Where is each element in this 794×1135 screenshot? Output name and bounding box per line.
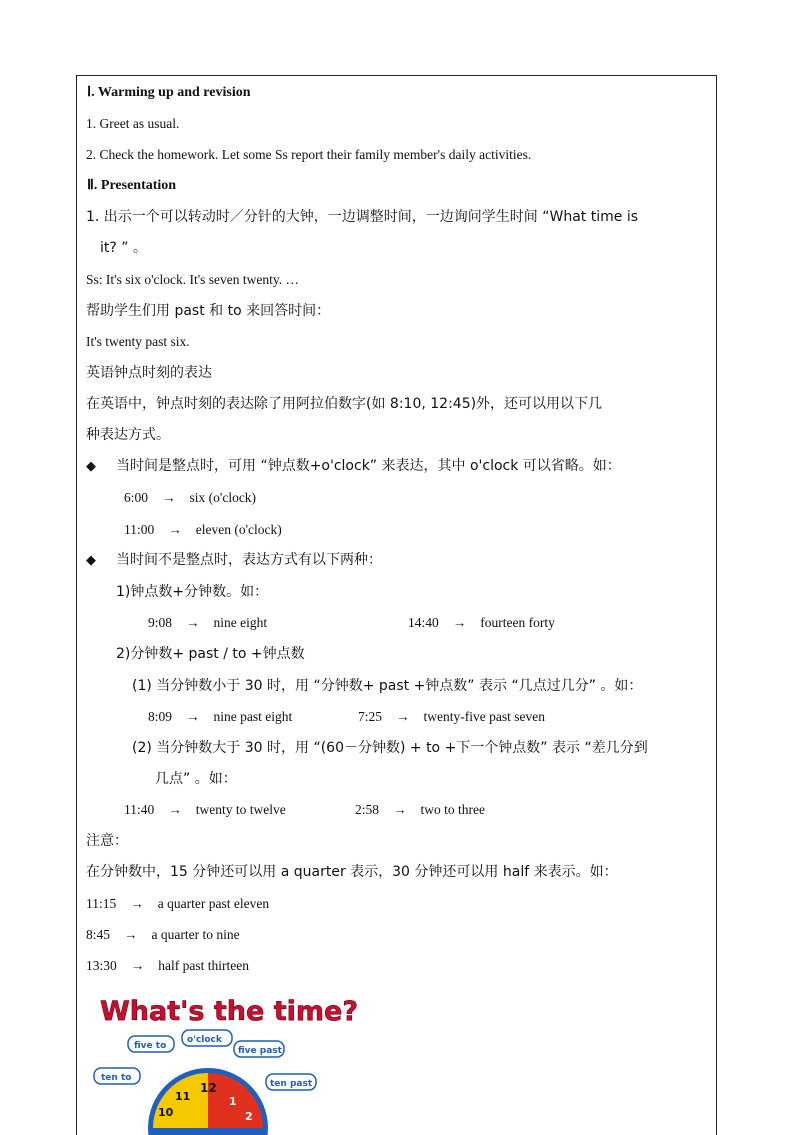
- right-arrow-icon: →: [168, 522, 182, 537]
- bullet-1: [86, 457, 621, 476]
- subheading-time-expression: 英语钟点时刻的表达: [86, 365, 212, 381]
- bullet-1-text: 当时间是整点时，可用 “钟点数+o'clock” 来表达，其中 o'clock 可以省略。如：: [116, 458, 621, 474]
- example-row: [124, 801, 286, 819]
- right-arrow-icon: →: [396, 709, 410, 724]
- label-bubble-ten-past: [266, 1074, 316, 1090]
- example-time: 6:00: [124, 490, 149, 505]
- example-row: [148, 708, 292, 726]
- clock-numeral: 12: [200, 1081, 217, 1095]
- example-words: twenty to twelve: [195, 802, 286, 817]
- right-arrow-icon: →: [393, 802, 407, 817]
- example-time: 8:45: [86, 927, 111, 942]
- bullet-2-text: 当时间不是整点时，表达方式有以下两种：: [116, 552, 382, 568]
- paragraph-line-1: 在英语中，钟点时刻的表达除了用阿拉伯数字(如 8:10, 12:45)外，还可以用以下几: [86, 396, 603, 412]
- help-instruction: 帮助学生们用 past 和 to 来回答时间：: [86, 303, 331, 319]
- right-arrow-icon: →: [130, 896, 144, 911]
- example-sentence: It's twenty past six.: [86, 334, 190, 349]
- example-time: 14:40: [408, 615, 439, 630]
- example-row: [358, 708, 545, 726]
- bullet-2: [86, 551, 382, 570]
- example-words: a quarter to nine: [151, 927, 240, 942]
- example-time: 8:09: [148, 709, 173, 724]
- example-time: 2:58: [355, 802, 380, 817]
- example-words: nine eight: [213, 615, 268, 630]
- example-row: [148, 614, 267, 632]
- example-words: nine past eight: [213, 709, 293, 724]
- label-oclock: o'clock: [187, 1035, 222, 1045]
- example-words: a quarter past eleven: [157, 896, 270, 911]
- diamond-bullet-icon: ◆: [86, 459, 96, 474]
- example-time: 7:25: [358, 709, 383, 724]
- right-arrow-icon: →: [124, 927, 138, 942]
- poster-title: What's the time?: [100, 996, 358, 1027]
- label-bubble-five-past: [234, 1041, 284, 1057]
- clock-numeral: 11: [175, 1090, 191, 1103]
- example-row: [86, 926, 240, 944]
- example-row: [124, 489, 256, 507]
- label-bubble-ten-to: [94, 1068, 140, 1084]
- section-1-line-1: 1. Greet as usual.: [86, 116, 180, 131]
- example-row: [86, 895, 269, 913]
- right-arrow-icon: →: [168, 802, 182, 817]
- label-five-past: five past: [238, 1046, 282, 1056]
- example-words: six (o'clock): [189, 490, 257, 505]
- example-time: 9:08: [148, 615, 173, 630]
- right-arrow-icon: →: [186, 615, 200, 630]
- example-time: 11:00: [124, 522, 155, 537]
- section-2-title: Ⅱ. Presentation: [87, 178, 177, 193]
- lesson-table-frame: [76, 75, 717, 1135]
- example-time: 13:30: [86, 958, 117, 973]
- method-2-rule-2a: (2) 当分钟数大于 30 时，用 “(60－分钟数) + to +下一个钟点数” 表示 “差几分到: [132, 740, 648, 756]
- students-response: Ss: It's six o'clock. It's seven twenty. …: [86, 272, 300, 287]
- label-ten-to: ten to: [101, 1073, 132, 1083]
- paragraph-line-2: 种表达方式。: [86, 427, 170, 443]
- section-2-line-1a: 1. 出示一个可以转动时／分针的大钟，一边调整时间，一边询问学生时间 “What time is: [86, 209, 639, 225]
- example-row: [355, 801, 485, 819]
- clock-numeral: 1: [229, 1095, 237, 1108]
- section-1-title: Ⅰ. Warming up and revision: [87, 85, 251, 100]
- example-row: [408, 614, 555, 632]
- note-paragraph: 在分钟数中，15 分钟还可以用 a quarter 表示，30 分钟还可以用 half 来表示。如：: [86, 864, 618, 880]
- example-words: eleven (o'clock): [195, 522, 282, 537]
- method-2: 2)分钟数+ past / to +钟点数: [116, 646, 305, 662]
- method-2-rule-2b: 几点” 。如：: [155, 771, 237, 787]
- label-bubble-five-to: [128, 1036, 174, 1052]
- example-row: [86, 957, 249, 975]
- method-2-rule-1: (1) 当分钟数小于 30 时，用 “分钟数+ past +钟点数” 表示 “几点过几分” 。如：: [132, 678, 643, 694]
- note-label: 注意：: [86, 833, 128, 849]
- clock-numeral: 2: [245, 1110, 253, 1123]
- right-arrow-icon: →: [186, 709, 200, 724]
- clock-poster-illustration: [88, 988, 358, 1123]
- whats-the-time-poster: [88, 988, 358, 1123]
- method-1: 1)钟点数+分钟数。如：: [116, 584, 269, 600]
- example-words: two to three: [420, 802, 485, 817]
- example-words: fourteen forty: [480, 615, 555, 630]
- example-words: twenty-five past seven: [423, 709, 545, 724]
- section-1-line-2: 2. Check the homework. Let some Ss report their family member's daily activities.: [86, 147, 532, 162]
- example-row: [124, 521, 282, 539]
- example-time: 11:15: [86, 896, 117, 911]
- label-ten-past: ten past: [270, 1079, 313, 1089]
- label-five-to: five to: [134, 1041, 167, 1051]
- section-2-line-1b: it? ” 。: [100, 240, 147, 256]
- diamond-bullet-icon: ◆: [86, 553, 96, 568]
- right-arrow-icon: →: [452, 615, 467, 630]
- label-bubble-oclock: [182, 1030, 232, 1046]
- example-time: 11:40: [124, 802, 155, 817]
- clock-numeral: 10: [158, 1106, 174, 1119]
- right-arrow-icon: →: [130, 958, 145, 973]
- example-words: half past thirteen: [158, 958, 249, 973]
- right-arrow-icon: →: [162, 490, 176, 505]
